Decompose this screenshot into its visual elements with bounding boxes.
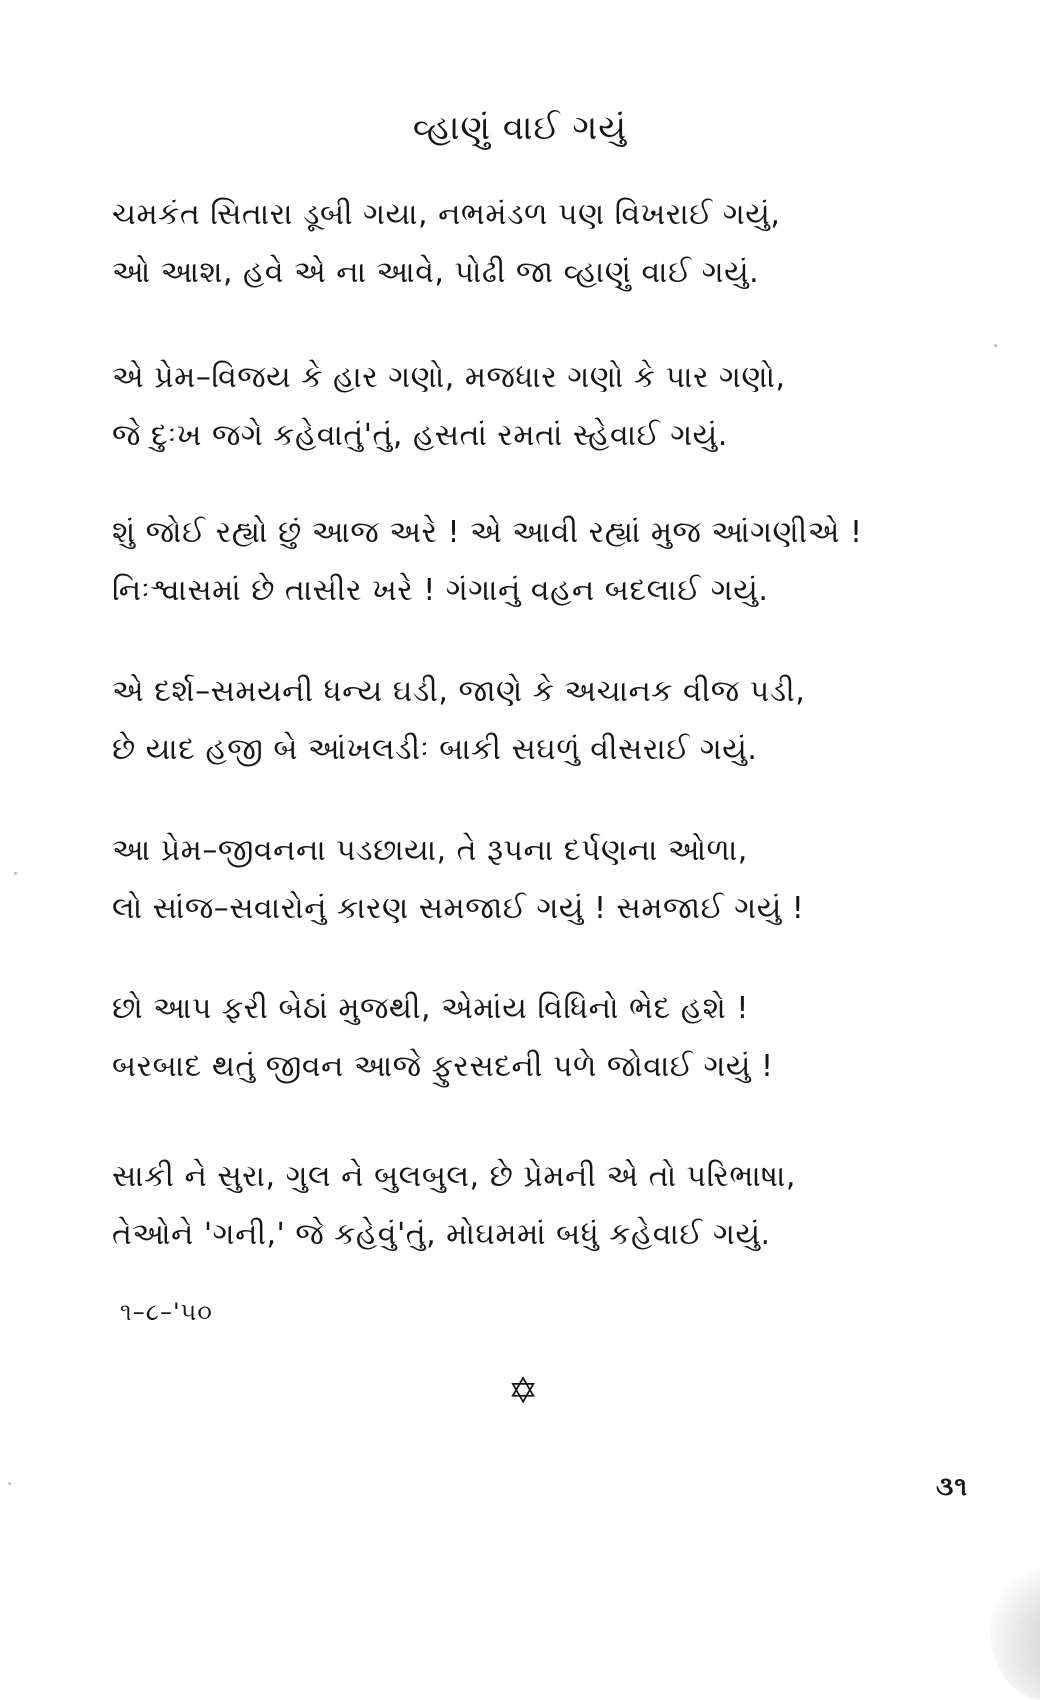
poem-line: એ દર્શ–સમયની ધન્ય ઘડી, જાણે કે અચાનક વીજ પડી,: [112, 674, 806, 709]
poem-line: આ પ્રેમ–જીવનના પડછાયા, તે રૂપના દર્પણના ઓળા,: [112, 833, 748, 868]
poem-line: ઓ આશ, હવે એ ના આવે, પોઢી જા વ્હાણું વાઈ ગયું.: [112, 255, 760, 290]
stanza: [112, 1148, 912, 1264]
poem-line: શું જોઈ રહ્યો છું આજ અરે ! એ આવી રહ્યાં મુજ આંગણીએ !: [112, 515, 863, 550]
poem-line: લો સાંજ–સવારોનું કારણ સમજાઈ ગયું ! સમજાઈ ગયું !: [112, 891, 805, 926]
paper-speck: [8, 1482, 11, 1485]
stanza: [112, 822, 912, 938]
poem-line: તેઓને 'ગની,' જે કહેવું'તું, મોઘમમાં બધું કહેવાઈ ગયું.: [112, 1217, 771, 1252]
poem-date: ૧–૮–'૫૦: [120, 1298, 213, 1326]
poem-title: વ્હાણું વાઈ ગયું: [412, 108, 628, 148]
stanza: [112, 349, 912, 465]
poem-line: જે દુઃખ જગે કહેવાતું'તું, હસતાં રમતાં સ્હેવાઈ ગયું.: [112, 418, 728, 453]
star-ornament-icon: ✡: [508, 1371, 539, 1412]
stanza: [112, 186, 912, 302]
poem-line: છો આપ ફરી બેઠાં મુજથી, એમાંય વિધિનો ભેદ હશે !: [112, 991, 749, 1026]
stanza: [112, 504, 912, 620]
paper-speck: [14, 872, 17, 875]
poem-line: છે યાદ હજી બે આંખલડીઃ બાકી સઘળું વીસરાઈ ગયું.: [112, 732, 758, 767]
page-corner-shadow: [990, 1560, 1040, 1700]
poem-line: એ પ્રેમ–વિજય કે હાર ગણો, મજધાર ગણો કે પાર ગણો,: [112, 360, 786, 395]
paper-speck: [994, 344, 997, 347]
poem-line: સાકી ને સુરા, ગુલ ને બુલબુલ, છે પ્રેમની એ તો પરિભાષા,: [112, 1159, 796, 1194]
poem-line: નિઃશ્વાસમાં છે તાસીર ખરે ! ગંગાનું વહન બદલાઈ ગયું.: [112, 573, 769, 608]
stanza: [112, 663, 912, 779]
poem-line: ચમકંત સિતારા ડૂબી ગયા, નભમંડળ પણ વિખરાઈ ગયું,: [112, 197, 781, 232]
stanza: [112, 980, 912, 1096]
page-number: ૩૧: [936, 1472, 969, 1502]
poem-line: બરબાદ થતું જીવન આજે ફુરસદની પળે જોવાઈ ગયું !: [112, 1049, 774, 1084]
